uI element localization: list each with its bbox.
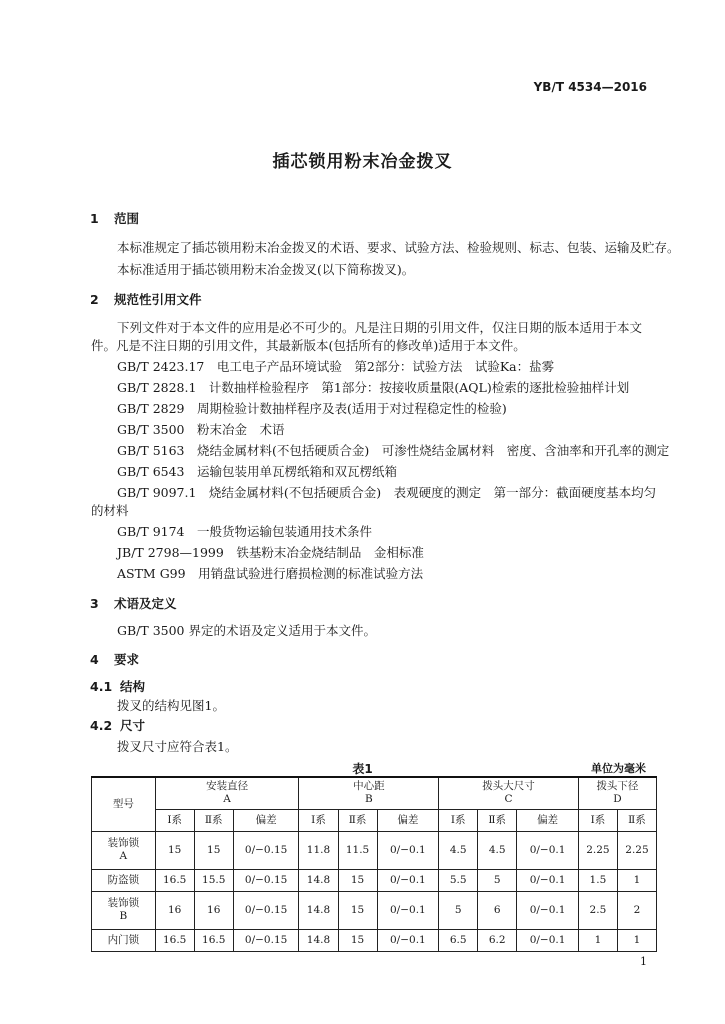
value-cell: 2.5 xyxy=(578,891,617,929)
sub-header-tolerance: 偏差 xyxy=(233,809,299,831)
value-cell: 16.5 xyxy=(155,929,194,951)
sub-header-series1: Ⅰ系 xyxy=(578,809,617,831)
group-name: 拨头下径 xyxy=(596,780,639,793)
section-number: 1 xyxy=(90,211,99,226)
value-cell: 15 xyxy=(338,869,377,891)
value-cell: 2 xyxy=(617,891,656,929)
table-unit-note: 单位为毫米 xyxy=(591,762,646,775)
group-name: 拨头大尺寸 xyxy=(482,780,535,793)
section-number: 3 xyxy=(90,596,99,611)
value-cell: 4.5 xyxy=(478,831,517,869)
value-cell: 15 xyxy=(194,831,233,869)
value-cell: 14.8 xyxy=(299,869,338,891)
value-cell: 15 xyxy=(338,891,377,929)
model-cell xyxy=(92,929,156,951)
value-cell: 11.8 xyxy=(299,831,338,869)
value-cell: 15 xyxy=(338,929,377,951)
value-cell: 2.25 xyxy=(617,831,656,869)
value-cell: 5 xyxy=(439,891,478,929)
reference-item: ASTM G99 用销盘试验进行磨损检测的标准试验方法 xyxy=(117,566,424,581)
value-cell: 15.5 xyxy=(194,869,233,891)
section-1-heading xyxy=(90,209,139,227)
group-header-d xyxy=(578,777,656,809)
model-line: 装饰锁 xyxy=(107,897,140,909)
subsection-number: 4.1 xyxy=(90,679,113,694)
value-cell: 4.5 xyxy=(439,831,478,869)
sub-header-series1: Ⅰ系 xyxy=(439,809,478,831)
value-cell: 14.8 xyxy=(299,929,338,951)
value-cell: 16.5 xyxy=(194,929,233,951)
group-symbol: B xyxy=(364,793,373,806)
sub-header-series2: Ⅱ系 xyxy=(194,809,233,831)
value-cell: 5 xyxy=(478,869,517,891)
reference-item: GB/T 3500 粉末冶金 术语 xyxy=(117,422,285,437)
value-cell: 16 xyxy=(155,891,194,929)
group-symbol: A xyxy=(223,793,231,806)
model-line: B xyxy=(119,910,128,922)
sub-header-tolerance: 偏差 xyxy=(377,809,439,831)
value-cell: 1 xyxy=(617,929,656,951)
section-title: 术语及定义 xyxy=(114,596,177,611)
table-row xyxy=(92,891,657,929)
model-line: A xyxy=(119,850,128,862)
sub-header-series2: Ⅱ系 xyxy=(338,809,377,831)
model-cell xyxy=(92,831,156,869)
section-title: 规范性引用文件 xyxy=(114,292,202,307)
dimension-table xyxy=(91,776,657,952)
scope-paragraph: 本标准规定了插芯锁用粉末冶金拨叉的术语、要求、试验方法、检验规则、标志、包装、运输及贮存。 xyxy=(117,240,680,255)
reference-item: GB/T 2423.17 电工电子产品环境试验 第2部分：试验方法 试验Ka：盐雾 xyxy=(117,359,555,374)
tolerance-cell: 0/−0.1 xyxy=(377,929,439,951)
reference-item: JB/T 2798—1999 铁基粉末冶金烧结制品 金相标准 xyxy=(117,545,424,560)
sub-header-series1: Ⅰ系 xyxy=(155,809,194,831)
page-number: 1 xyxy=(640,955,647,968)
tolerance-cell: 0/−0.15 xyxy=(233,831,299,869)
reference-item: GB/T 9174 一般货物运输包装通用技术条件 xyxy=(117,524,373,539)
model-cell xyxy=(92,891,156,929)
value-cell: 1.5 xyxy=(578,869,617,891)
value-cell: 16.5 xyxy=(155,869,194,891)
model-cell xyxy=(92,869,156,891)
value-cell: 15 xyxy=(155,831,194,869)
section-number: 2 xyxy=(90,292,99,307)
reference-item: GB/T 6543 运输包装用单瓦楞纸箱和双瓦楞纸箱 xyxy=(117,464,398,479)
model-line: 防盗锁 xyxy=(107,873,140,886)
section-title: 要求 xyxy=(114,652,140,667)
value-cell: 5.5 xyxy=(439,869,478,891)
tolerance-cell: 0/−0.1 xyxy=(517,869,579,891)
value-cell: 14.8 xyxy=(299,891,338,929)
normative-intro-line: 件。凡是不注日期的引用文件，其最新版本(包括所有的修改单)适用于本文件。 xyxy=(91,338,526,353)
section-title: 范围 xyxy=(114,211,140,226)
subsection-4-1-heading xyxy=(90,677,145,695)
group-name: 安装直径 xyxy=(206,780,249,793)
subsection-title: 结构 xyxy=(120,679,146,694)
group-header-b xyxy=(299,777,439,809)
structure-paragraph: 拨叉的结构见图1。 xyxy=(117,698,225,713)
table-row xyxy=(92,929,657,951)
tolerance-cell: 0/−0.15 xyxy=(233,891,299,929)
sub-header-series1: Ⅰ系 xyxy=(299,809,338,831)
sub-header-tolerance: 偏差 xyxy=(517,809,579,831)
section-2-heading xyxy=(90,290,202,308)
sub-header-series2: Ⅱ系 xyxy=(617,809,656,831)
group-header-c xyxy=(439,777,579,809)
model-header: 型号 xyxy=(92,777,156,831)
model-line: 内门锁 xyxy=(107,933,140,946)
reference-item: GB/T 5163 烧结金属材料(不包括硬质合金) 可渗性烧结金属材料 密度、含油率和开孔率的测定 xyxy=(117,443,670,458)
subsection-number: 4.2 xyxy=(90,718,113,733)
section-3-heading xyxy=(90,594,177,612)
table-caption: 表1 xyxy=(352,762,373,776)
group-symbol: D xyxy=(613,793,622,806)
scope-paragraph: 本标准适用于插芯锁用粉末冶金拨叉(以下简称拨叉)。 xyxy=(117,262,415,277)
group-name: 中心距 xyxy=(353,780,385,793)
value-cell: 6.2 xyxy=(478,929,517,951)
sub-header-series2: Ⅱ系 xyxy=(478,809,517,831)
tolerance-cell: 0/−0.1 xyxy=(377,891,439,929)
section-4-heading xyxy=(90,650,139,668)
standard-code: YB/T 4534—2016 xyxy=(533,80,647,94)
tolerance-cell: 0/−0.15 xyxy=(233,929,299,951)
subsection-4-2-heading xyxy=(90,716,145,734)
normative-intro-line: 下列文件对于本文件的应用是必不可少的。凡是注日期的引用文件，仅注日期的版本适用于本文 xyxy=(117,320,643,335)
value-cell: 1 xyxy=(617,869,656,891)
tolerance-cell: 0/−0.1 xyxy=(517,929,579,951)
terms-paragraph: GB/T 3500 界定的术语及定义适用于本文件。 xyxy=(117,623,376,638)
table-row xyxy=(92,831,657,869)
value-cell: 2.25 xyxy=(578,831,617,869)
reference-item-continuation: 的材料 xyxy=(91,503,129,518)
reference-item: GB/T 2829 周期检验计数抽样程序及表(适用于对过程稳定性的检验) xyxy=(117,401,507,416)
reference-item: GB/T 2828.1 计数抽样检验程序 第1部分：按接收质量限(AQL)检索的逐批检验抽样计划 xyxy=(117,380,630,395)
group-header-a xyxy=(155,777,299,809)
tolerance-cell: 0/−0.1 xyxy=(377,831,439,869)
tolerance-cell: 0/−0.1 xyxy=(517,891,579,929)
table-row xyxy=(92,869,657,891)
tolerance-cell: 0/−0.1 xyxy=(377,869,439,891)
tolerance-cell: 0/−0.15 xyxy=(233,869,299,891)
document-title: 插芯锁用粉末冶金拨叉 xyxy=(272,152,453,172)
section-number: 4 xyxy=(90,652,99,667)
value-cell: 6.5 xyxy=(439,929,478,951)
value-cell: 1 xyxy=(578,929,617,951)
value-cell: 6 xyxy=(478,891,517,929)
dimension-paragraph: 拨叉尺寸应符合表1。 xyxy=(117,739,238,754)
subsection-title: 尺寸 xyxy=(120,718,146,733)
group-symbol: C xyxy=(504,793,513,806)
reference-item: GB/T 9097.1 烧结金属材料(不包括硬质合金) 表观硬度的测定 第一部分：截面硬度基本均匀 xyxy=(117,485,657,500)
value-cell: 16 xyxy=(194,891,233,929)
tolerance-cell: 0/−0.1 xyxy=(517,831,579,869)
value-cell: 11.5 xyxy=(338,831,377,869)
model-line: 装饰锁 xyxy=(107,837,140,849)
